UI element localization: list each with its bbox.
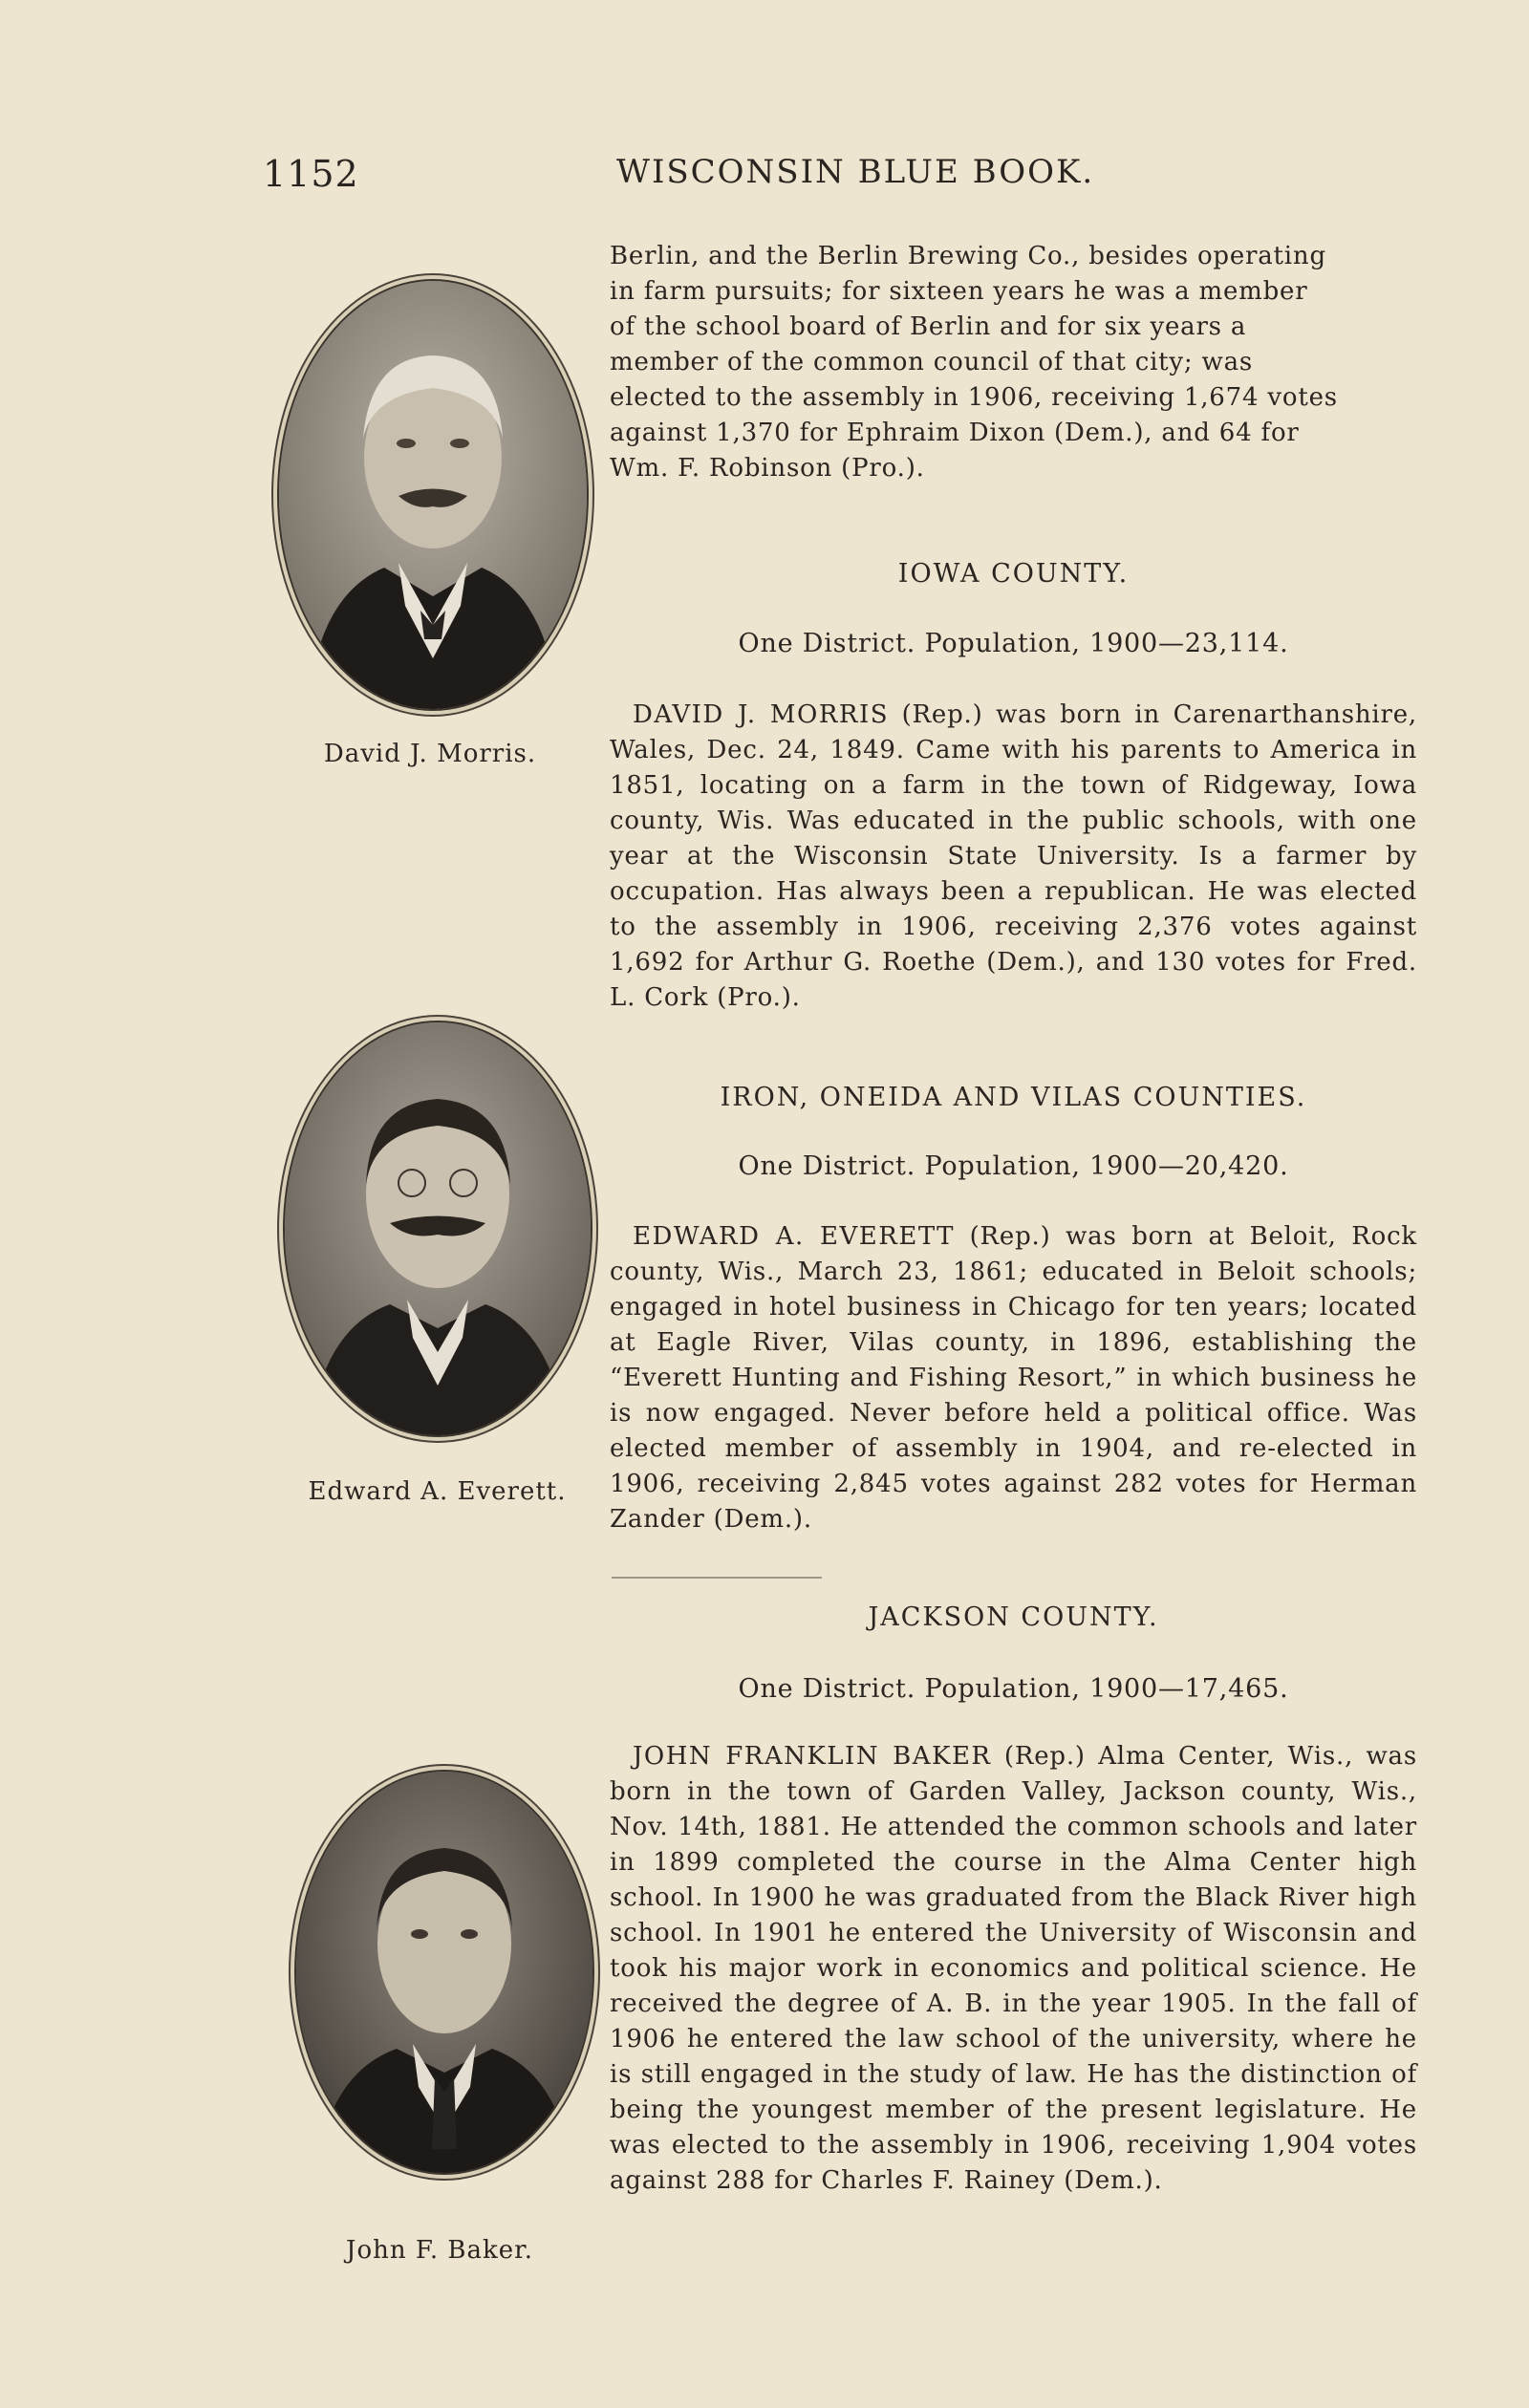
continuation-line: elected to the assembly in 1906, receiving 1,674 votes [610, 383, 1338, 412]
portrait-john-baker [294, 1770, 594, 2175]
district-line: One District. Population, 1900—20,420. [738, 1151, 1289, 1181]
continuation-line: of the school board of Berlin and for six years a [610, 312, 1247, 341]
district-line: One District. Population, 1900—23,114. [738, 629, 1289, 658]
divider [612, 1577, 822, 1579]
biography-david-morris [610, 698, 1417, 1016]
county-heading: IRON, ONEIDA AND VILAS COUNTIES. [720, 1083, 1307, 1112]
biography-text: (Rep.) Alma Center, Wis., was born in the town of Garden Valley, Jackson county, Wis., Nov. 14th, 1881. He attended the common schools and later in 1899 completed the course in the Alma Center high school. In 1900 he was graduated from the Black River high school. In 1901 he entered the University of Wisconsin and took his major work in economics and political science. He received the degree of A. B. in the year 1905. In the fall of 1906 he entered the law school of the university, where he is still engaged in the study of law. He has the distinction of being the youngest member of the present legislature. He was elected to the assembly in 1906, receiving 1,904 votes against 288 for Charles F. Rainey (Dem.). [610, 1742, 1418, 2195]
portrait-caption: John F. Baker. [346, 2236, 533, 2265]
continuation-line: Wm. F. Robinson (Pro.). [610, 454, 925, 483]
county-heading: JACKSON COUNTY. [868, 1602, 1159, 1632]
county-heading: IOWA COUNTY. [897, 559, 1130, 589]
biography-john-baker [610, 1739, 1417, 2199]
portrait-caption: David J. Morris. [323, 740, 537, 768]
portrait-david-morris [277, 279, 589, 711]
portrait-edward-everett [283, 1021, 592, 1437]
member-name: EDWARD A. EVERETT [633, 1222, 956, 1251]
portrait-caption: Edward A. Everett. [308, 1477, 567, 1506]
biography-text: (Rep.) was born in Carenarthanshire, Wales, Dec. 24, 1849. Came with his parents to America in 1851, locating on a farm in the town of Ridgeway, Iowa county, Wis. Was educated in the public schools, with one year at the Wisconsin State University. Is a farmer by occupation. Has always been a republican. He was elected to the assembly in 1906, receiving 2,376 votes against 1,692 for Arthur G. Roethe (Dem.), and 130 votes for Fred. L. Cork (Pro.). [610, 700, 1417, 1012]
continuation-paragraph [610, 239, 1417, 486]
continuation-line: member of the common council of that city; was [610, 348, 1254, 376]
biography-text: (Rep.) was born at Beloit, Rock county, Wis., March 23, 1861; educated in Beloit schools; engaged in hotel business in Chicago for ten years; located at Eagle River, Vilas county, in 1896, establishing the “Everett Hunting and Fishing Resort,” in which business he is now engaged. Never before held a political office. Was elected member of assembly in 1904, and re-elected in 1906, receiving 2,845 votes against 282 votes for Herman Zander (Dem.). [610, 1222, 1417, 1534]
district-line: One District. Population, 1900—17,465. [738, 1674, 1289, 1704]
biography-edward-everett [610, 1219, 1417, 1537]
continuation-line: in farm pursuits; for sixteen years he was a member [610, 277, 1308, 306]
running-title: WISCONSIN BLUE BOOK. [616, 153, 1095, 191]
continuation-line: Berlin, and the Berlin Brewing Co., besides operating [610, 242, 1326, 270]
continuation-line: against 1,370 for Ephraim Dixon (Dem.), and 64 for [610, 419, 1300, 447]
page-number: 1152 [263, 153, 359, 195]
member-name: JOHN FRANKLIN BAKER [633, 1742, 992, 1771]
member-name: DAVID J. MORRIS [633, 700, 890, 729]
